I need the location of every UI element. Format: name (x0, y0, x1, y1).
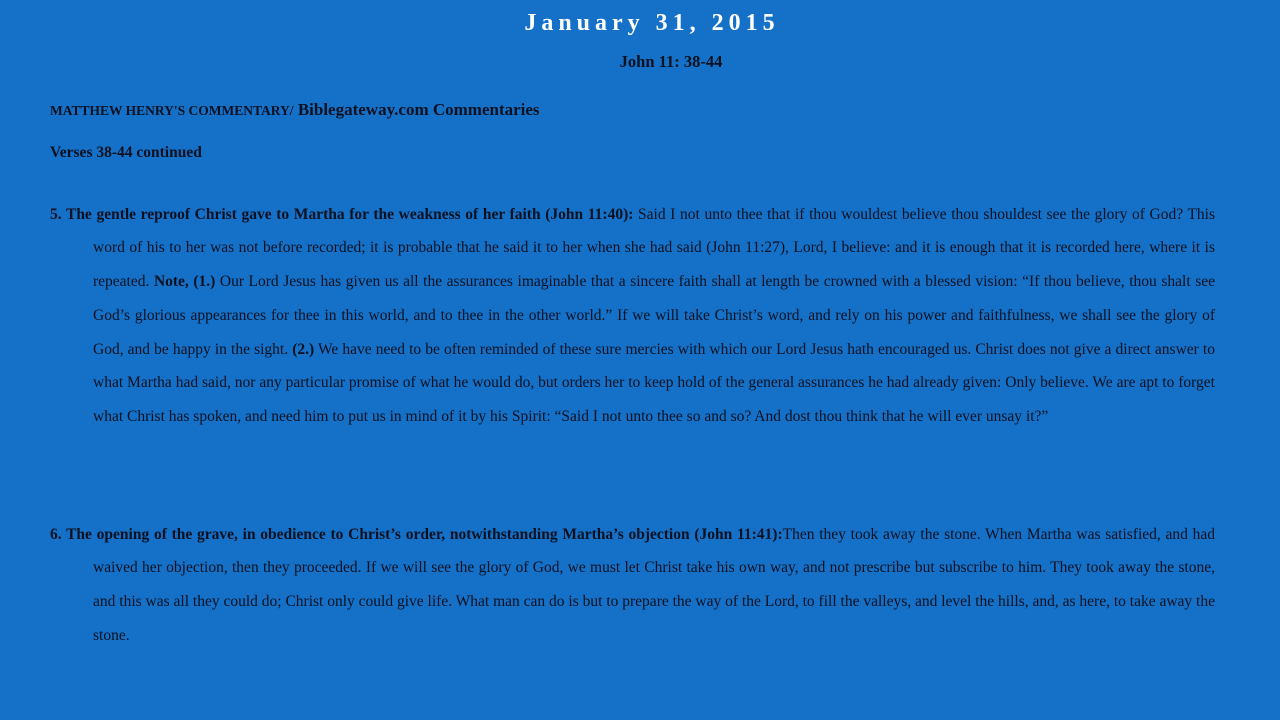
verses-label: Verses 38-44 continued (50, 144, 202, 161)
point-6-paragraph (50, 518, 1215, 653)
point-5-text: We have need to be often reminded of these sure mercies with which our Lord Jesus hath encouraged us. Christ does not give a direct answer to what Martha had said, nor any particular promise of what he would do, but orders her to keep hold of the general assurances he had already given: Only believe. We are apt to forget what Christ has spoken, and need him to put us in mind of it by his Spirit: “Said I not unto thee so and so? And dost thou think that he will ever unsay it?” (93, 340, 1215, 426)
scripture-reference: John 11: 38-44 (619, 52, 723, 71)
point-5-text: Said I not unto thee that if thou wouldest believe thou shouldest see the glory of God? This word of his to her was not before recorded; it is probable that he said it to her when she had said (John 11:27), Lord, I believe: and it is enough that it is recorded here, where it is repeated. (93, 205, 1215, 291)
point-5-paragraph (50, 198, 1215, 435)
note-1-label: Note, (1.) (153, 273, 216, 291)
source-website: Biblegateway.com Commentaries (293, 100, 540, 119)
point-5-text: Our Lord Jesus has given us all the assurances imaginable that a sincere faith shall at length be crowned with a blessed vision: “If thou believe, thou shalt see God’s glorious appearances for thee in this world, and to thee in the other world.” If we will take Christ’s word, and rely on his power and faithfulness, we shall see the glory of God, and be happy in the sight. (93, 273, 1215, 358)
commentary-source (50, 100, 540, 120)
slide-date-title: January 31, 2015 (524, 10, 780, 36)
source-title: MATTHEW HENRY'S COMMENTARY/ (50, 103, 294, 118)
point-5-heading: 5. The gentle reproof Christ gave to Martha for the weakness of her faith (John 11:40): (50, 205, 639, 223)
point-6-text: Then they took away the stone. When Martha was satisfied, and had waived her objection, then they proceeded. If we will see the glory of God, we must let Christ take his own way, and not prescribe but subscribe to him. They took away the stone, and this was all they could do; Christ only could give life. What man can do is but to prepare the way of the Lord, to fill the valleys, and level the hills, and, as here, to take away the stone. (93, 525, 1215, 644)
note-2-label: (2.) (292, 340, 315, 358)
point-6-heading: 6. The opening of the grave, in obedience to Christ’s order, notwithstanding Martha’s objection (John 11:41): (50, 525, 783, 543)
